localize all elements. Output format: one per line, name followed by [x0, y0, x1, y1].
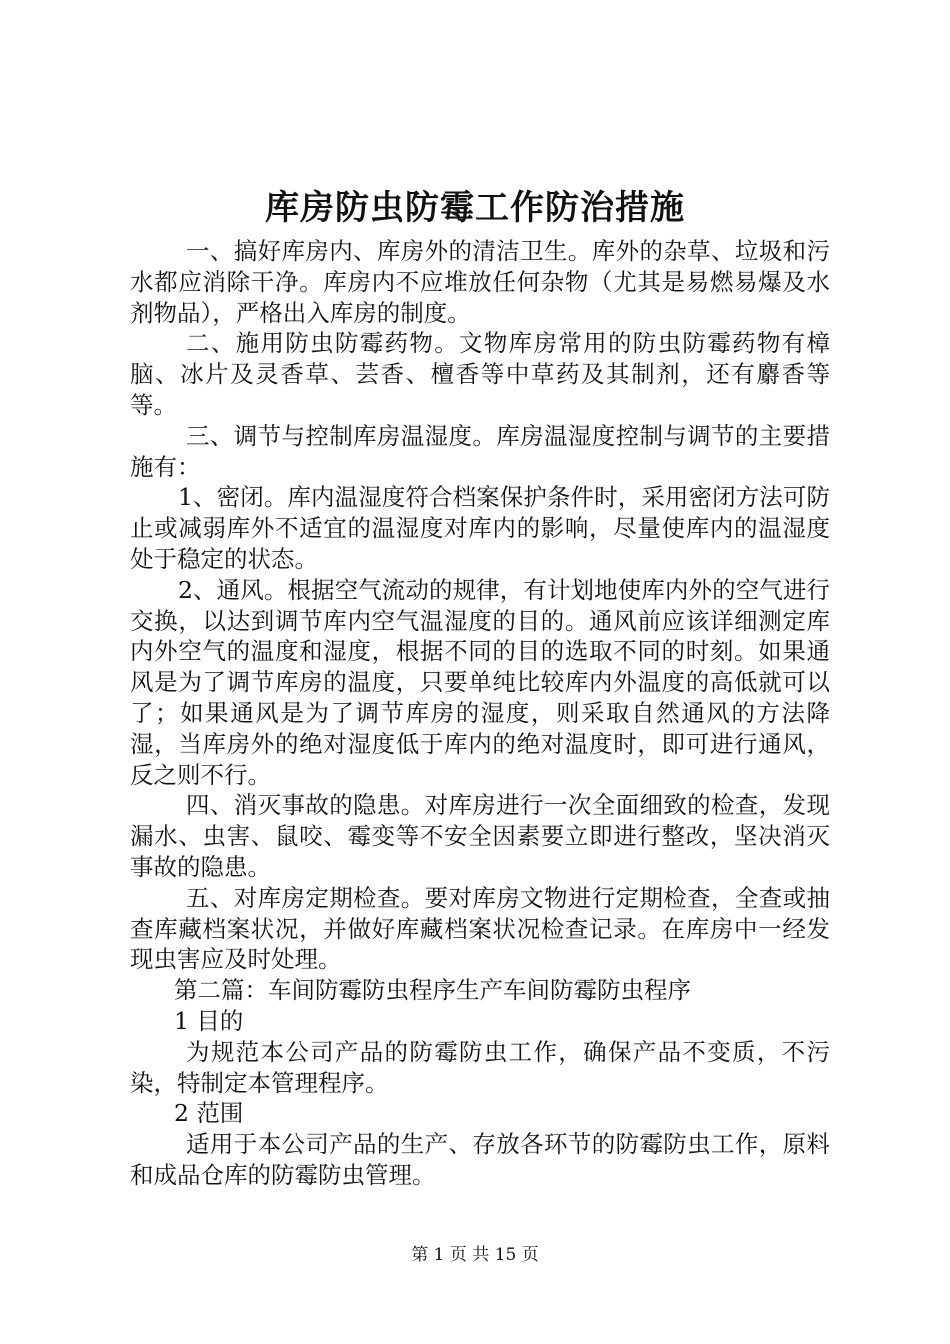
- section-heading-purpose: 1 目的: [174, 1006, 244, 1035]
- paragraph-purpose: 为规范本公司产品的防霉防虫工作，确保产品不变质，不污染，特制定本管理程序。: [130, 1037, 830, 1097]
- paragraph-hazards: 四、消灭事故的隐患。对库房进行一次全面细致的检查，发现漏水、虫害、鼠咬、霉变等不安全因素要立即进行整改，坚决消灭事故的隐患。: [130, 791, 830, 881]
- paragraph-cleaning: 一、搞好库房内、库房外的清洁卫生。库外的杂草、垃圾和污水都应消除干净。库房内不应堆放任何杂物（尤其是易燃易爆及水剂物品），严格出入库房的制度。: [130, 237, 830, 327]
- document-title: 库房防虫防霉工作防治措施: [265, 188, 685, 228]
- document-body: [130, 236, 830, 1191]
- paragraph-ventilation: 2、通风。根据空气流动的规律，有计划地使库内外的空气进行交换，以达到调节库内空气温湿度的目的。通风前应该详细测定库内外空气的温度和湿度，根据不同的目的选取不同的时刻。如果通风是为了调节库房的温度，只要单纯比较库内外温度的高低就可以了；如果通风是为了调节库房的湿度，则采取自然通风的方法降湿，当库房外的绝对湿度低于库内的绝对温度时，即可进行通风，反之则不行。: [130, 575, 830, 789]
- section-heading-scope: 2 范围: [174, 1099, 244, 1128]
- paragraph-sealing: 1、密闭。库内温湿度符合档案保护条件时，采用密闭方法可防止或减弱库外不适宜的温湿度对库内的影响，尽量使库内的温湿度处于稳定的状态。: [130, 483, 830, 573]
- section-heading-part-two: 第二篇：车间防霉防虫程序生产车间防霉防虫程序: [174, 976, 691, 1005]
- paragraph-pesticides: 二、施用防虫防霉药物。文物库房常用的防虫防霉药物有樟脑、冰片及灵香草、芸香、檀香等中草药及其制剂，还有麝香等等。: [130, 329, 830, 419]
- paragraph-temperature-control: 三、调节与控制库房温湿度。库房温湿度控制与调节的主要措施有：: [130, 421, 830, 481]
- paragraph-inspection: 五、对库房定期检查。要对库房文物进行定期检查，全查或抽查库藏档案状况，并做好库藏档案状况检查记录。在库房中一经发现虫害应及时处理。: [130, 883, 830, 974]
- page-number-footer: 第 1 页 共 15 页: [411, 1245, 539, 1265]
- paragraph-scope: 适用于本公司产品的生产、存放各环节的防霉防虫工作，原料和成品仓库的防霉防虫管理。: [130, 1130, 830, 1189]
